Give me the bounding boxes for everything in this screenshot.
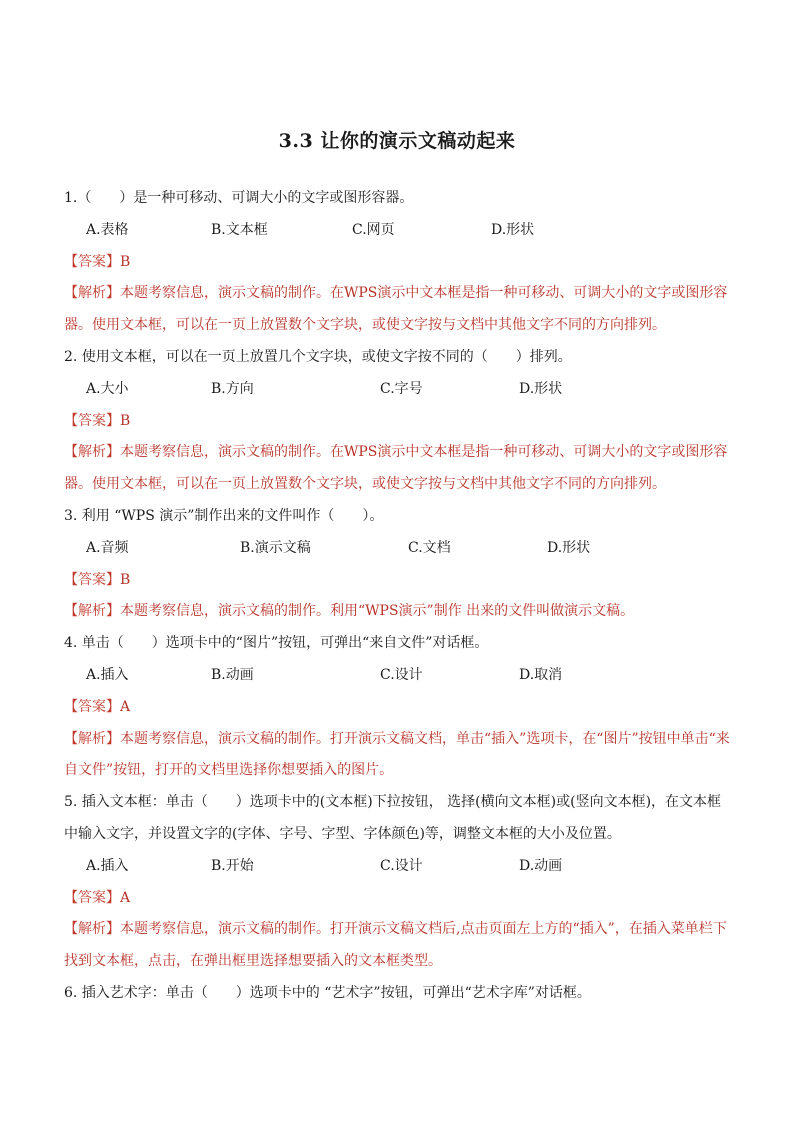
analysis-tag: 【解析】 [64,285,120,302]
question-stem: 5. 插入文本框：单击（ ）选项卡中的(文本框)下拉按钮， 选择(横向文本框)或(竖向文本框)，在文本框中输入文字，并设置文字的(字体、字号、字型、字体颜色)等，调整文本框的大小及位置。 [64,794,722,842]
answer-tag: 【答案】 [64,889,120,906]
option-b: B.文本框 [211,221,268,238]
option-c: C.字号 [380,380,423,397]
option-d: D.形状 [491,221,535,238]
answer-value: B [120,253,131,270]
option-b: B.方向 [211,380,254,397]
answer-value: A [120,698,131,715]
analysis-text: 本题考察信息，演示文稿的制作。打开演示文稿文档后,点击页面左上方的“插入”，在插入菜单栏下找到文本框，点击，在弹出框里选择想要插入的文本框类型。 [64,921,727,970]
question-5 [64,787,732,978]
answer-tag: 【答案】 [64,253,120,270]
question-3 [64,501,732,628]
option-d: D.形状 [519,380,563,397]
option-d: D.取消 [519,666,563,683]
question-6 [64,978,732,1010]
option-d: D.动画 [519,857,563,874]
answer-line [64,565,732,597]
answer-line [64,406,732,438]
option-a: A.大小 [86,380,129,397]
option-c: C.网页 [352,221,395,238]
analysis-line [64,914,732,978]
analysis-line [64,596,732,628]
analysis-text: 本题考察信息，演示文稿的制作。利用“WPS演示”制作 出来的文件叫做演示文稿。 [120,603,635,620]
question-stem: 4. 单击（ ）选项卡中的“图片”按钮，可弹出“来自文件”对话框。 [64,635,489,652]
answer-line [64,883,732,915]
analysis-text: 本题考察信息，演示文稿的制作。在WPS演示中文本框是指一种可移动、可调大小的文字或图形容器。使用文本框，可以在一页上放置数个文字块，或使文字按与文档中其他文字不同的方向排列。 [64,444,728,493]
question-stem: 3. 利用 “WPS 演示”制作出来的文件叫作（ ）。 [64,507,384,524]
question-1 [64,183,732,342]
question-stem: 1.（ ）是一种可移动、可调大小的文字或图形容器。 [64,190,414,206]
question-stem: 6. 插入艺术字：单击（ ）选项卡中的 “艺术字”按钮，可弹出“艺术字库”对话框。 [64,984,591,1001]
analysis-text: 本题考察信息，演示文稿的制作。在WPS演示中文本框是指一种可移动、可调大小的文字或图形容器。使用文本框，可以在一页上放置数个文字块，或使文字按与文档中其他文字不同的方向排列。 [64,285,728,334]
answer-tag: 【答案】 [64,412,120,429]
options-row [64,533,732,565]
option-c: C.文档 [408,539,451,556]
analysis-tag: 【解析】 [64,444,120,461]
analysis-text: 本题考察信息，演示文稿的制作。打开演示文稿文档，单击“插入”选项卡，在“图片”按钮中单击“来自文件”按钮，打开的文档里选择你想要插入的图片。 [64,730,730,779]
analysis-tag: 【解析】 [64,921,120,938]
options-row [64,374,732,406]
option-b: B.演示文稿 [240,539,311,556]
options-row [64,660,732,692]
analysis-line [64,724,732,788]
option-a: A.表格 [86,221,129,238]
analysis-tag: 【解析】 [64,603,120,620]
question-stem: 2. 使用文本框，可以在一页上放置几个文字块，或使文字按不同的（ ）排列。 [64,348,572,365]
option-a: A.音频 [86,539,129,556]
question-4 [64,628,732,787]
option-c: C.设计 [380,666,423,683]
answer-tag: 【答案】 [64,571,120,588]
option-d: D.形状 [547,539,591,556]
analysis-line [64,278,732,342]
option-b: B.开始 [211,857,254,874]
options-row [64,851,732,883]
option-a: A.插入 [86,857,129,874]
answer-line [64,692,732,724]
answer-tag: 【答案】 [64,698,120,715]
analysis-line [64,437,732,501]
answer-line [64,247,732,279]
option-b: B.动画 [211,666,254,683]
option-a: A.插入 [86,666,129,683]
answer-value: B [120,412,131,429]
analysis-tag: 【解析】 [64,730,120,747]
options-row [64,215,732,247]
answer-value: A [120,889,131,906]
page-title: 3.3 让你的演示文稿动起来 [278,130,516,152]
option-c: C.设计 [380,857,423,874]
answer-value: B [120,571,131,588]
question-list [64,183,732,1010]
question-2 [64,342,732,501]
